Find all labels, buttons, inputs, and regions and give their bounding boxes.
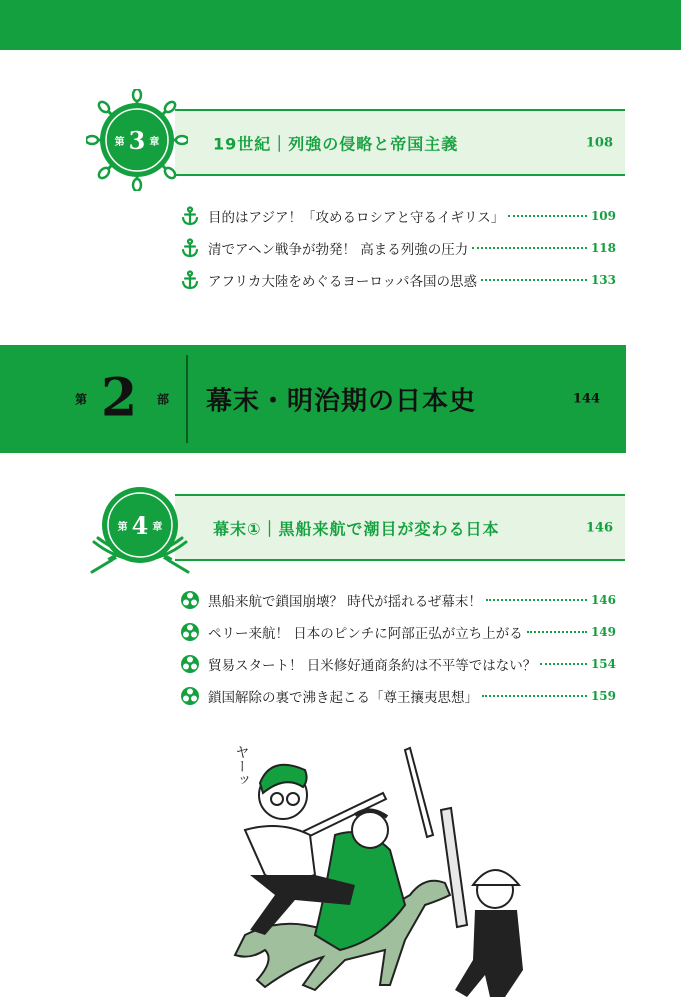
chapter-4-dai: 第 (117, 521, 128, 533)
entry-label: ペリー来航！ 日本のピンチに阿部正弘が立ち上がる (208, 626, 523, 642)
part-2-dai: 第 (75, 392, 88, 407)
chapter-4-entry-2[interactable] (180, 621, 616, 643)
entry-page: 154 (590, 657, 616, 671)
entry-page: 109 (590, 209, 616, 223)
chapter-4-header[interactable] (175, 494, 625, 561)
entry-label: 黒船来航で鎖国崩壊？ 時代が揺れるぜ幕末！ (208, 594, 482, 610)
entry-label: 貿易スタート！ 日米修好通商条約は不平等ではない？ (208, 658, 537, 674)
entry-page: 118 (590, 241, 616, 255)
chapter-3-sho: 章 (149, 136, 160, 148)
chapter-4-entry-3[interactable] (180, 653, 616, 675)
ship-wheel-icon (86, 89, 188, 191)
chapter-4-entry-4[interactable] (180, 685, 616, 707)
chapter-4-entry-1[interactable] (180, 589, 616, 611)
anchor-icon (180, 206, 200, 226)
samurai-charge-illustration (205, 735, 535, 1000)
mitsudomoe-crest-icon (180, 622, 200, 642)
entry-page: 133 (590, 273, 616, 287)
crossed-swords-icon (88, 480, 192, 580)
leader-dots (540, 663, 587, 665)
entry-page: 146 (590, 593, 616, 607)
entry-label: 目的はアジア！「攻めるロシアと守るイギリス」 (208, 210, 505, 226)
leader-dots (486, 599, 587, 601)
leader-dots (527, 631, 587, 633)
entry-label: アフリカ大陸をめぐるヨーロッパ各国の思惑 (208, 274, 478, 290)
chapter-4-sho: 章 (152, 521, 163, 533)
part-2-number: 2 (101, 367, 138, 429)
anchor-icon (180, 238, 200, 258)
chapter-3-entry-1[interactable] (180, 205, 616, 227)
chapter-4-page: 146 (585, 520, 613, 535)
leader-dots (508, 215, 587, 217)
anchor-icon (180, 270, 200, 290)
entry-label: 鎖国解除の裏で沸き起こる「尊王攘夷思想」 (208, 690, 478, 706)
mitsudomoe-crest-icon (180, 590, 200, 610)
chapter-3-entry-3[interactable] (180, 269, 616, 291)
chapter-3-page: 108 (585, 135, 613, 150)
mitsudomoe-crest-icon (180, 686, 200, 706)
leader-dots (472, 247, 587, 249)
entry-label: 清でアヘン戦争が勃発！ 高まる列強の圧力 (208, 242, 469, 258)
leader-dots (482, 695, 587, 697)
leader-dots (481, 279, 587, 281)
mitsudomoe-crest-icon (180, 654, 200, 674)
part-2-header[interactable] (0, 345, 626, 453)
entry-page: 159 (590, 689, 616, 703)
chapter-4-title: 幕末①｜黒船来航で潮目が変わる日本 (213, 519, 500, 538)
chapter-3-header[interactable] (175, 109, 625, 176)
entry-page: 149 (590, 625, 616, 639)
shout-text: ヤーッ (233, 745, 250, 787)
part-2-bu: 部 (157, 392, 170, 407)
part-2-page: 144 (572, 391, 600, 407)
part-divider (186, 355, 188, 443)
chapter-3-entry-2[interactable] (180, 237, 616, 259)
chapter-3-dai: 第 (114, 136, 125, 148)
chapter-3-title: 19世紀｜列強の侵略と帝国主義 (213, 134, 459, 153)
top-color-bar (0, 0, 681, 50)
chapter-3-number: 3 (128, 125, 146, 155)
chapter-4-number: 4 (131, 510, 149, 540)
part-2-title: 幕末・明治期の日本史 (206, 386, 477, 417)
